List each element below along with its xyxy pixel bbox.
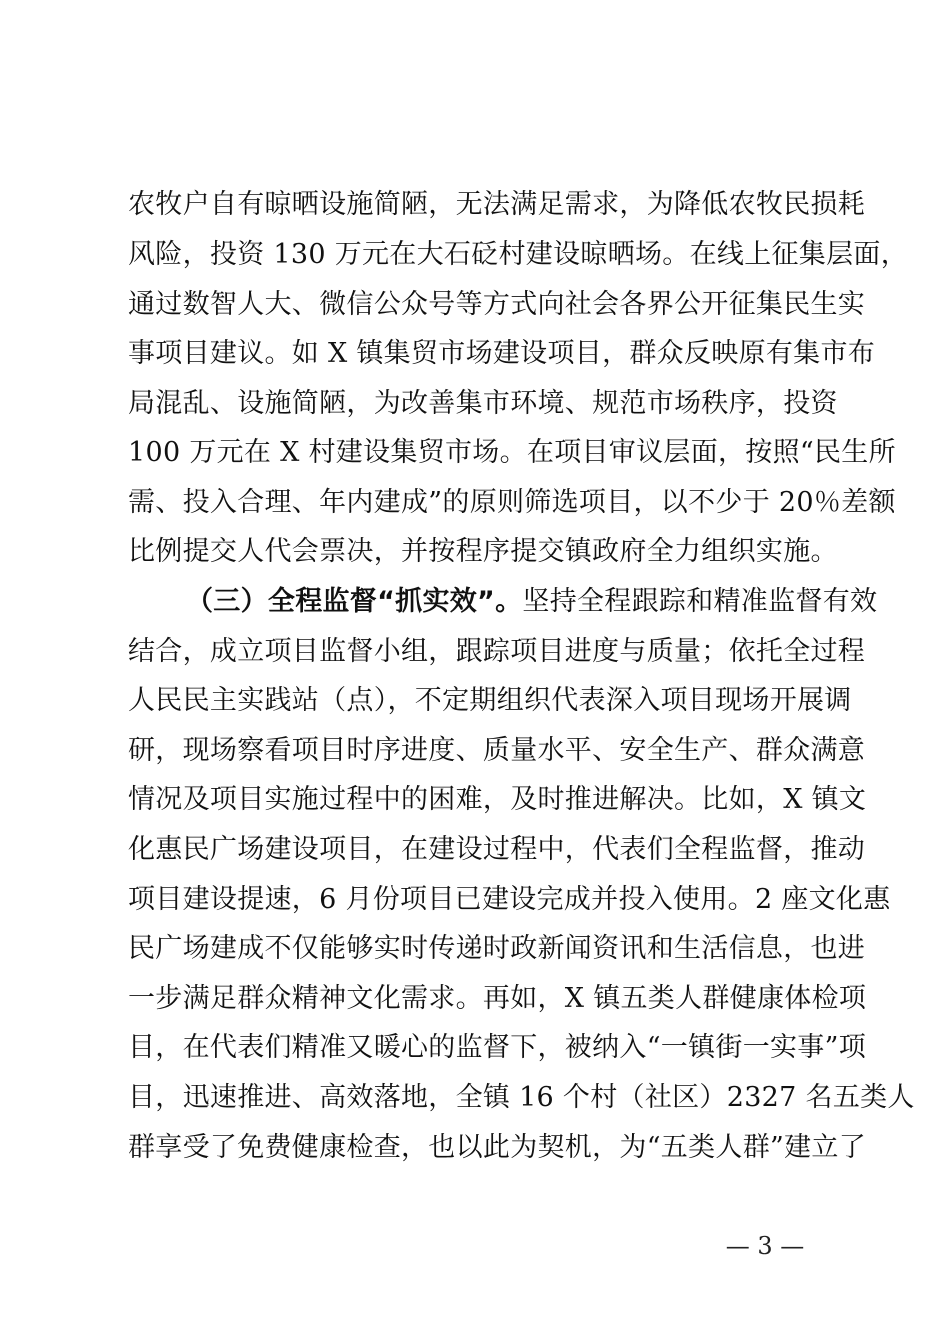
paragraph-line: 一步满足群众精神文化需求。再如，X 镇五类人群健康体检项 bbox=[128, 983, 867, 1014]
paragraph-line: 需、投入合理、年内建成”的原则筛选项目，以不少于 20％差额 bbox=[128, 487, 896, 518]
section-3-first-line bbox=[186, 577, 906, 627]
section-3-heading: （三）全程监督“抓实效”。 bbox=[186, 586, 523, 617]
paragraph-line: 通过数智人大、微信公众号等方式向社会各界公开征集民生实 bbox=[128, 289, 866, 320]
paragraph-line: 局混乱、设施简陋，为改善集市环境、规范市场秩序，投资 bbox=[128, 388, 838, 419]
paragraph-line: 项目建设提速，6 月份项目已建设完成并投入使用。2 座文化惠 bbox=[128, 884, 891, 915]
paragraph-line: 情况及项目实施过程中的困难，及时推进解决。比如，X 镇文 bbox=[128, 784, 867, 815]
page-number: — 3 — bbox=[725, 1232, 805, 1260]
section-3-first-line-text: 坚持全程跟踪和精准监督有效 bbox=[522, 586, 878, 617]
paragraph-line: 人民民主实践站（点），不定期组织代表深入项目现场开展调 bbox=[128, 685, 852, 716]
paragraph-line: 目，迅速推进、高效落地，全镇 16 个村（社区）2327 名五类人 bbox=[128, 1082, 915, 1113]
paragraph-line: 研，现场察看项目时序进度、质量水平、安全生产、群众满意 bbox=[128, 735, 866, 766]
paragraph-line: 比例提交人代会票决，并按程序提交镇政府全力组织实施。 bbox=[128, 536, 838, 567]
paragraph-line: 农牧户自有晾晒设施简陋，无法满足需求，为降低农牧民损耗 bbox=[128, 189, 866, 220]
paragraph-line: 风险，投资 130 万元在大石砭村建设晾晒场。在线上征集层面， bbox=[128, 239, 908, 270]
paragraph-line: 民广场建成不仅能够实时传递时政新闻资讯和生活信息，也进 bbox=[128, 933, 866, 964]
paragraph-line: 化惠民广场建设项目，在建设过程中，代表们全程监督，推动 bbox=[128, 834, 866, 865]
paragraph-line: 结合，成立项目监督小组，跟踪项目进度与质量；依托全过程 bbox=[128, 636, 866, 667]
paragraph-line: 目，在代表们精准又暖心的监督下，被纳入“一镇街一实事”项 bbox=[128, 1032, 867, 1063]
paragraph-line: 100 万元在 X 村建设集贸市场。在项目审议层面，按照“民生所 bbox=[128, 437, 896, 468]
paragraph-line: 事项目建议。如 X 镇集贸市场建设项目，群众反映原有集市布 bbox=[128, 338, 876, 369]
paragraph-line: 群享受了免费健康检查，也以此为契机，为“五类人群”建立了 bbox=[128, 1132, 867, 1163]
